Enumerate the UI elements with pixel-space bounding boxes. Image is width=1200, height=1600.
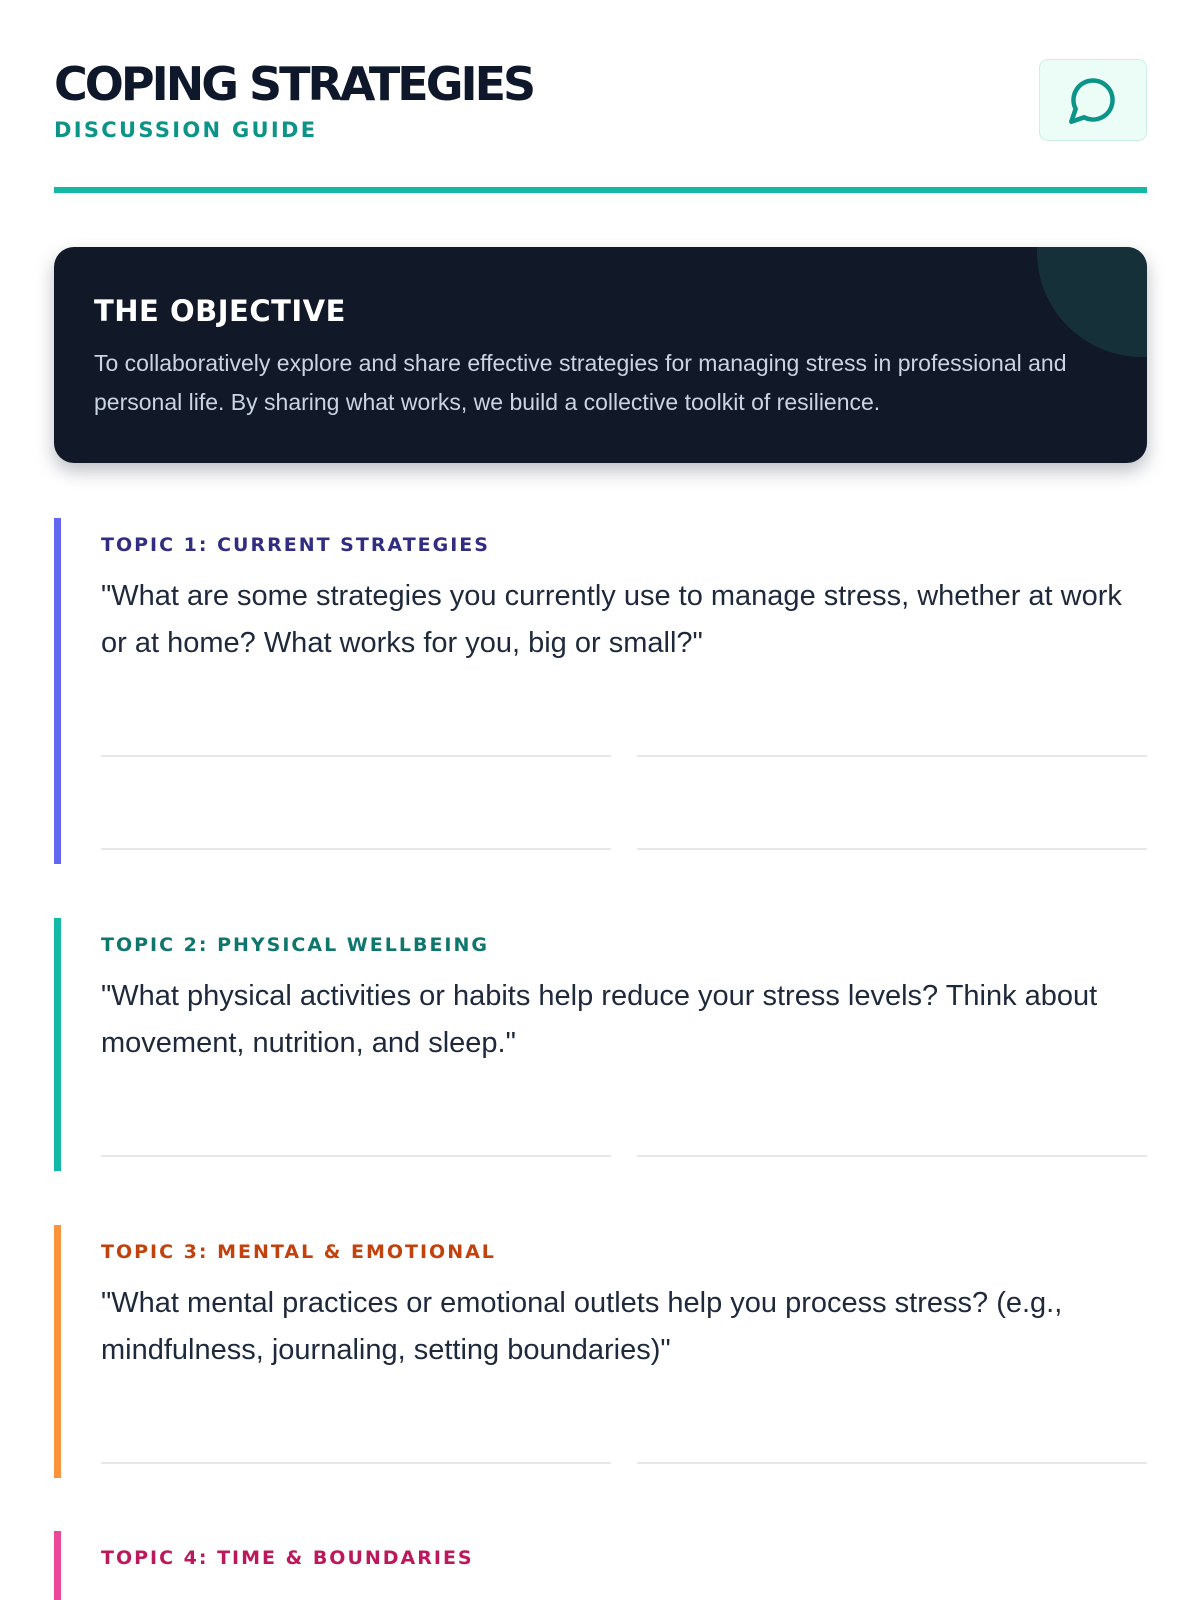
chat-bubble-icon bbox=[1067, 74, 1119, 126]
answer-line[interactable] bbox=[637, 755, 1147, 757]
topic-label: TOPIC 4: TIME & BOUNDARIES bbox=[101, 1547, 474, 1569]
header-divider bbox=[54, 187, 1147, 193]
answer-line[interactable] bbox=[637, 1462, 1147, 1464]
answer-line[interactable] bbox=[637, 848, 1147, 850]
page-title: COPING STRATEGIES bbox=[54, 57, 534, 111]
topic-section bbox=[54, 1225, 1147, 1478]
discussion-guide-page bbox=[54, 0, 1147, 1569]
objective-text: To collaboratively explore and share effective strategies for managing stress in professional and personal life. By sharing what works, we build a collective toolkit of resilience. bbox=[94, 350, 1067, 415]
answer-line[interactable] bbox=[101, 755, 611, 757]
answer-line[interactable] bbox=[101, 1155, 611, 1157]
answer-line[interactable] bbox=[101, 1462, 611, 1464]
topic-label: TOPIC 1: CURRENT STRATEGIES bbox=[101, 534, 490, 556]
objective-title: THE OBJECTIVE bbox=[94, 294, 346, 328]
topic-question: "What are some strategies you currently use to manage stress, whether at work or at home? What works for you, big or small?" bbox=[101, 580, 1122, 659]
topic-accent-bar bbox=[54, 1225, 61, 1478]
header bbox=[54, 0, 1147, 194]
chat-button[interactable] bbox=[1039, 59, 1147, 141]
answer-line[interactable] bbox=[637, 1155, 1147, 1157]
topic-section bbox=[54, 518, 1147, 864]
topic-label: TOPIC 3: MENTAL & EMOTIONAL bbox=[101, 1241, 496, 1263]
topic-accent-bar bbox=[54, 1531, 61, 1600]
topic-section bbox=[54, 918, 1147, 1171]
topic-section bbox=[54, 1531, 1147, 1600]
topic-question: "What mental practices or emotional outlets help you process stress? (e.g., mindfulness, journaling, setting boundaries)" bbox=[101, 1287, 1063, 1366]
topic-accent-bar bbox=[54, 518, 61, 864]
objective-card bbox=[54, 247, 1147, 463]
topic-question: "What physical activities or habits help reduce your stress levels? Think about movement, nutrition, and sleep." bbox=[101, 980, 1098, 1059]
decorative-circle bbox=[1037, 247, 1147, 357]
page-subtitle: DISCUSSION GUIDE bbox=[54, 118, 318, 142]
topic-accent-bar bbox=[54, 918, 61, 1171]
topic-label: TOPIC 2: PHYSICAL WELLBEING bbox=[101, 934, 489, 956]
answer-line[interactable] bbox=[101, 848, 611, 850]
